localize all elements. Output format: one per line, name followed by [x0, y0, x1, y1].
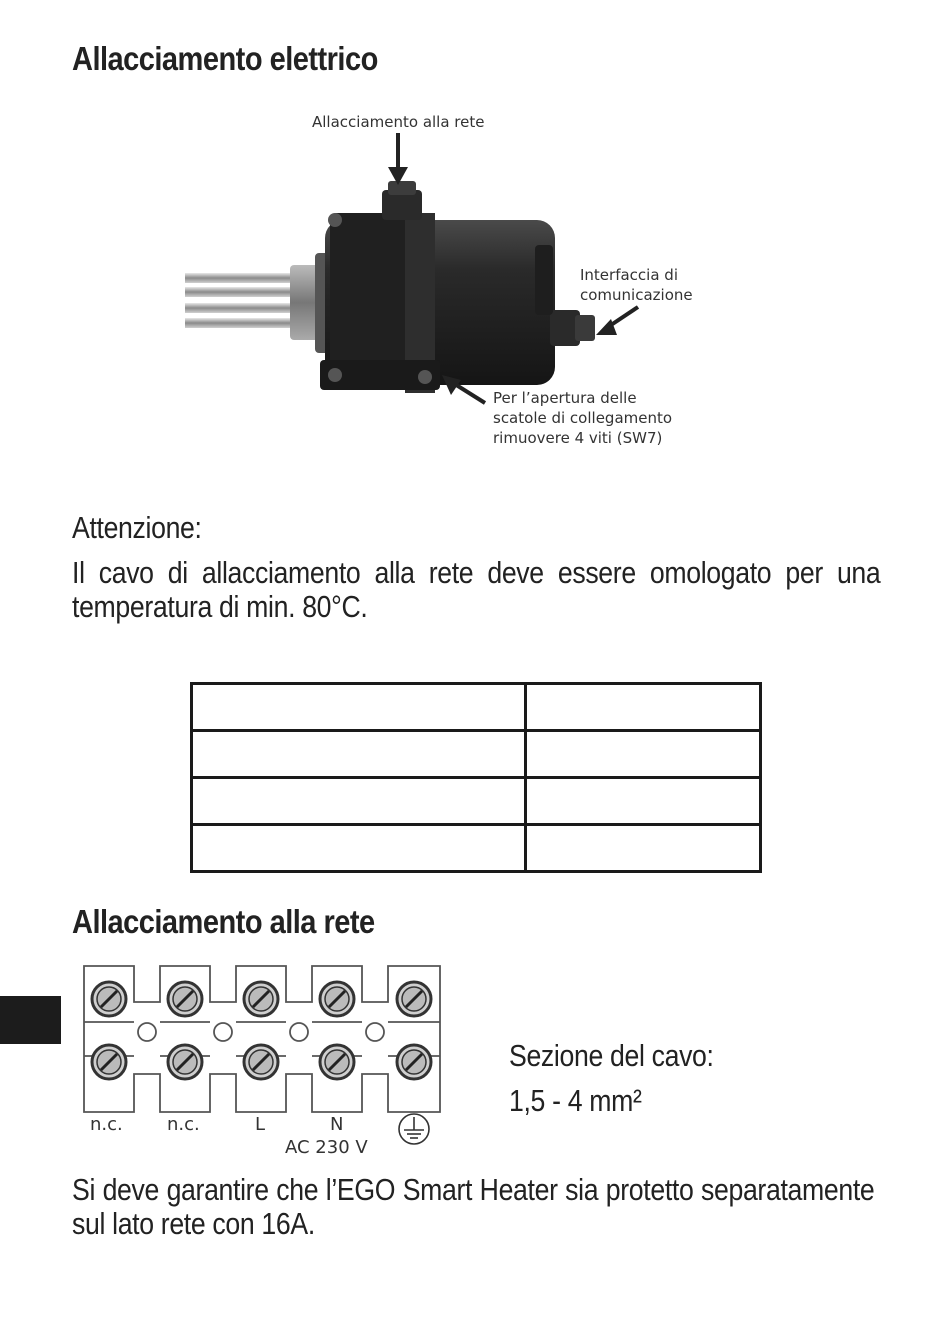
cable-section-label: Sezione del cavo: — [509, 1038, 714, 1073]
protection-text: Si deve garantire che l’EGO Smart Heater sia protetto separatamente sul lato rete con 16A. — [72, 1172, 875, 1241]
supply-voltage-label: AC 230 V — [285, 1137, 368, 1158]
empty-table — [190, 682, 762, 873]
table-row — [192, 684, 761, 731]
table-cell — [526, 825, 761, 872]
section-title-electrical: Allacciamento elettrico — [72, 40, 378, 77]
callout-mains-connection: Allacciamento alla rete — [312, 113, 485, 131]
callout-communication-interface — [580, 265, 693, 305]
table-row — [192, 825, 761, 872]
protective-earth-icon — [399, 1114, 429, 1144]
cable-section-value: 1,5 - 4 mm² — [509, 1083, 642, 1118]
table-row — [192, 731, 761, 778]
table-cell — [192, 731, 526, 778]
table-cell — [192, 778, 526, 825]
table-cell — [526, 684, 761, 731]
heater-figure — [150, 105, 750, 465]
callout-screws — [493, 388, 672, 448]
table-cell — [526, 731, 761, 778]
terminal-label-nc-2: n.c. — [167, 1114, 200, 1135]
screw-icon — [92, 982, 126, 1016]
terminal-label-n: N — [330, 1114, 344, 1135]
table-row — [192, 778, 761, 825]
callout-screws-line-3: rimuovere 4 viti (SW7) — [493, 429, 663, 447]
callout-interface-line-1: Interfaccia di — [580, 266, 678, 284]
callout-interface-line-2: comunicazione — [580, 286, 693, 304]
callout-screws-line-1: Per l’apertura delle — [493, 389, 637, 407]
table-cell — [192, 825, 526, 872]
callout-screws-line-2: scatole di collegamento — [493, 409, 673, 427]
terminal-label-l: L — [255, 1114, 266, 1135]
chapter-tab-marker — [0, 996, 61, 1044]
table-cell — [192, 684, 526, 731]
terminal-block-diagram — [82, 962, 452, 1162]
terminal-label-nc-1: n.c. — [90, 1114, 123, 1135]
attention-label: Attenzione: — [72, 510, 202, 545]
terminal-block-illustration — [82, 962, 452, 1162]
section-title-mains: Allacciamento alla rete — [72, 903, 375, 940]
attention-text: Il cavo di allacciamento alla rete deve essere omologato per una temperatura di min. 80°C. — [72, 555, 881, 624]
table-cell — [526, 778, 761, 825]
